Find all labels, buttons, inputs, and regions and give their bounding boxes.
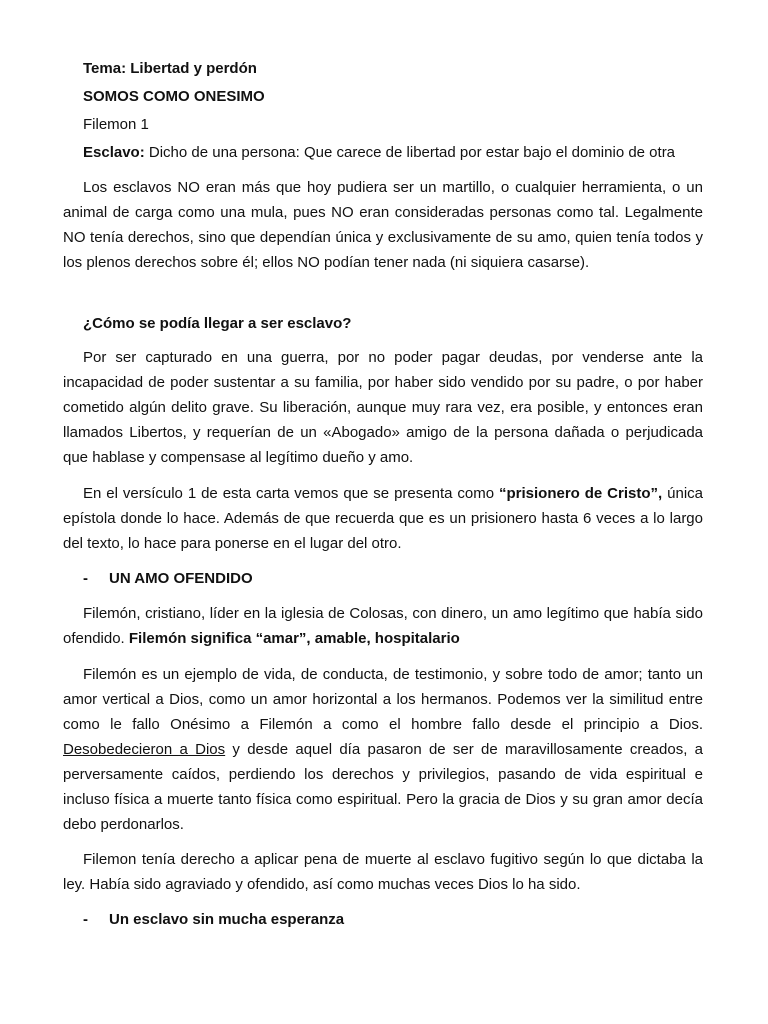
paragraph-death-penalty: Filemon tenía derecho a aplicar pena de muerte al esclavo fugitivo según lo que dictaba la ley. Había sido agraviado y ofendido, así como muchas veces Dios lo ha sido. [63,851,703,893]
question-heading [83,311,703,336]
filemon-meaning: Filemón significa “amar”, amable, hospitalario [128,630,460,647]
prisoner-text-a: En el versículo 1 de esta carta vemos que se presenta como [83,485,499,502]
esclavo-definition-text: Dicho de una persona: Que carece de libertad por estar bajo el dominio de otra [144,144,676,161]
title-text: SOMOS COMO ONESIMO [83,88,265,105]
disobeyed-phrase: Desobedecieron a Dios [63,741,226,758]
esclavo-definition [83,140,703,165]
tema-heading [83,56,703,81]
prisoner-text-b: única epístola donde lo hace. Además de que recuerda que es un prisionero hasta 6 veces a lo largo del texto, lo hace para ponerse en el lugar del otro. [63,485,703,552]
esclavo-term: Esclavo: [83,144,145,161]
paragraph-filemon-example [63,662,703,837]
paragraph-slaves: Los esclavos NO eran más que hoy pudiera ser un martillo, o cualquier herramienta, o un animal de carga como una mula, pues NO eran consideradas personas como tal. Legalmente NO tenía derechos, sino que dependían única y exclusivamente de su amo, quien tenía todos y los plenos derechos sobre él; ellos NO podían tener nada (ni siquiera casarse). [63,179,703,271]
paragraph-how-slave: Por ser capturado en una guerra, por no poder pagar deudas, por venderse ante la incapacidad de poder sustentar a su familia, por haber sido vendido por su padre, o por haber cometido algún delito grave. Su liberación, aunque muy rara vez, era posible, y entonces eran llamados Libertos, y requerían de un «Abogado» amigo de la persona dañada o perjudicada que hablase y compensase al legítimo dueño y amo. [63,349,703,466]
bullet-dash: - [83,911,88,928]
bullet-dash: - [83,570,88,587]
document-title [83,84,703,109]
filemon-example-text-a: Filemón es un ejemplo de vida, de conducta, de testimonio, y sobre todo de amor; tanto un amor vertical a Dios, como un amor horizontal a los hermanos. Podemos ver la similitud entre como le fallo Onésimo a Filemón a como el hombre fallo desde el principio a Dios. [63,666,703,733]
filemon-intro-text: Filemón, cristiano, líder en la iglesia de Colosas, con dinero, un amo legítimo que había sido ofendido. [63,605,703,647]
paragraph-filemon-intro [63,601,703,651]
section-heading-amo-text: UN AMO OFENDIDO [109,570,253,587]
prisoner-quote: “prisionero de Cristo”, [498,485,663,502]
scripture-reference: Filemon 1 [83,116,149,133]
section-heading-esclavo-text: Un esclavo sin mucha esperanza [109,911,345,928]
paragraph-prisoner [63,481,703,556]
question-text: ¿Cómo se podía llegar a ser esclavo? [83,315,352,332]
tema-label: Tema: Libertad y perdón [83,60,257,77]
filemon-example-text-b: y desde aquel día pasaron de ser de maravillosamente creados, a perversamente caídos, perdiendo los derechos y privilegios, pasando de vida espiritual e incluso física a muerte tanto física como espiritual. Pero la gracia de Dios y su gran amor decía debo perdonarlos. [63,741,703,833]
section-heading-esclavo [83,907,703,932]
section-heading-amo [83,566,703,591]
